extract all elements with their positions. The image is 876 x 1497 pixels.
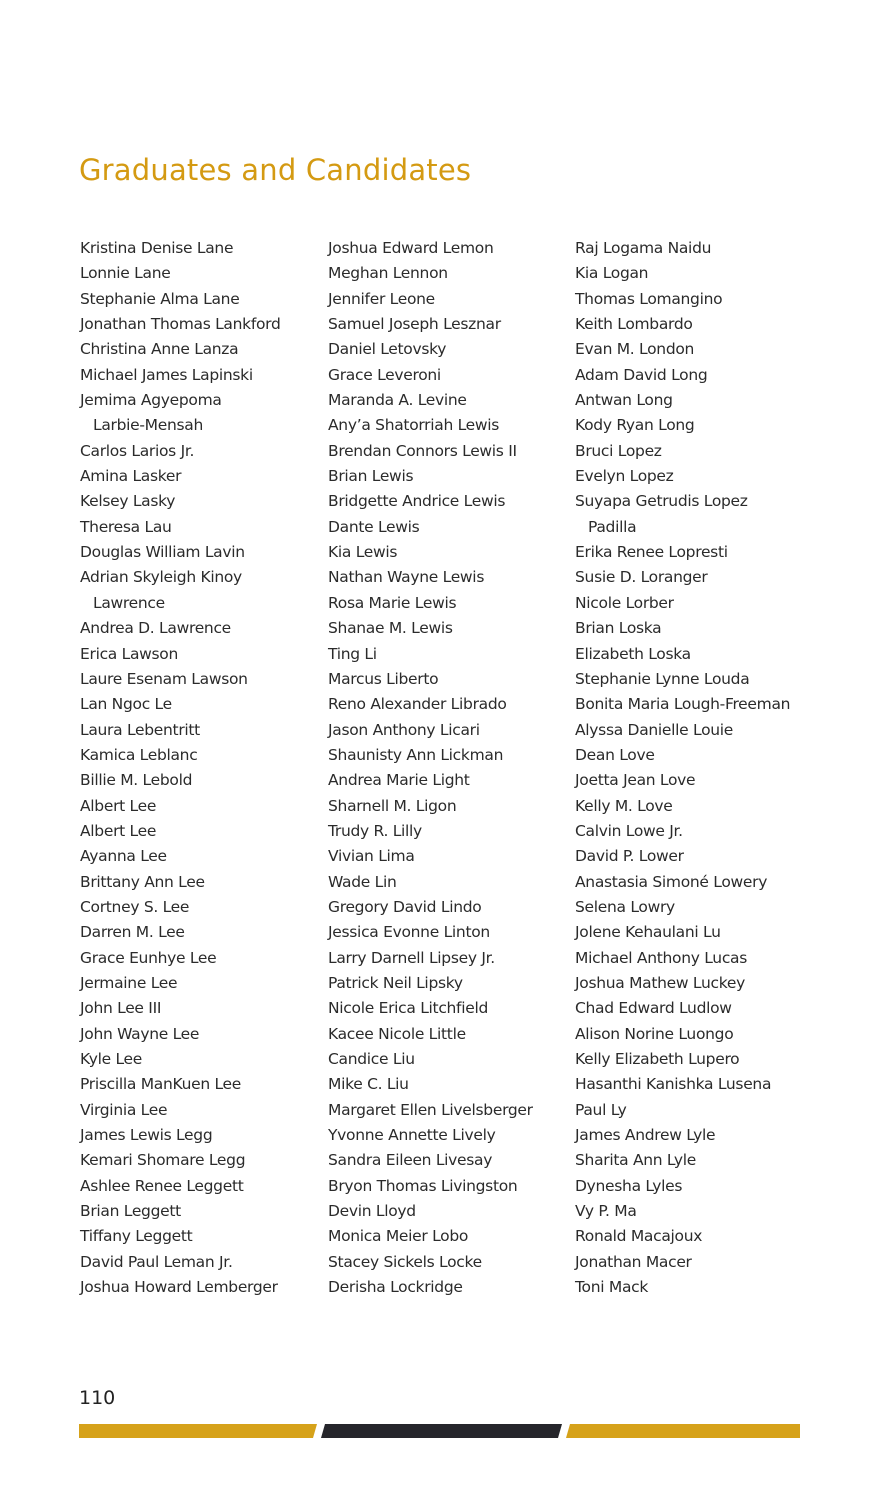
graduate-name-text: Lonnie Lane <box>80 264 171 283</box>
graduate-name-text: Kia Logan <box>575 264 649 283</box>
graduate-name-text: Michael Anthony Lucas <box>575 948 748 967</box>
graduate-name-text: Jonathan Macer <box>575 1252 692 1271</box>
graduate-name-text: Kody Ryan Long <box>575 416 695 435</box>
graduate-name-text: Theresa Lau <box>80 517 172 536</box>
graduate-name-text: Sharita Ann Lyle <box>575 1151 696 1170</box>
graduate-name <box>575 642 790 667</box>
graduate-name-text: Darren M. Lee <box>80 923 185 942</box>
graduate-name <box>328 337 533 362</box>
graduate-name <box>80 464 281 489</box>
graduate-name-text: Marcus Liberto <box>328 669 439 688</box>
graduate-name <box>575 718 790 743</box>
graduate-name <box>80 236 281 261</box>
graduate-name <box>80 692 281 717</box>
footer-bar-gold-right <box>566 1424 800 1438</box>
graduate-name <box>80 819 281 844</box>
graduate-name <box>575 489 790 540</box>
graduate-name-text: Douglas William Lavin <box>80 543 245 562</box>
graduate-name <box>80 768 281 793</box>
graduate-name-text: Meghan Lennon <box>328 264 448 283</box>
graduate-name <box>80 667 281 692</box>
graduate-name <box>328 1098 533 1123</box>
graduate-name <box>575 946 790 971</box>
graduate-name-text: Joshua Mathew Luckey <box>575 973 745 992</box>
graduate-name <box>575 667 790 692</box>
graduate-name <box>575 1123 790 1148</box>
graduate-name <box>575 287 790 312</box>
graduate-name-text: Priscilla ManKuen Lee <box>80 1075 242 1094</box>
graduate-name <box>328 515 533 540</box>
graduate-name-text: Bonita Maria Lough-Freeman <box>575 695 791 714</box>
graduate-name <box>575 844 790 869</box>
graduate-name-text: Raj Logama Naidu <box>575 239 712 257</box>
graduate-name-text: Antwan Long <box>575 391 673 410</box>
graduate-name <box>575 920 790 945</box>
graduate-name-text: Toni Mack <box>575 1278 649 1297</box>
graduate-name-text: Daniel Letovsky <box>328 340 447 359</box>
graduate-name <box>80 971 281 996</box>
graduate-name <box>575 971 790 996</box>
graduate-name <box>575 895 790 920</box>
graduate-name <box>328 667 533 692</box>
names-column-1 <box>80 236 281 1300</box>
graduate-name-text: Adrian Skyleigh Kinoy <box>80 568 242 587</box>
graduate-name <box>328 591 533 616</box>
graduate-name-text: Wade Lin <box>328 872 397 891</box>
graduate-name <box>328 540 533 565</box>
graduate-name <box>80 337 281 362</box>
graduate-name-text: Selena Lowry <box>575 897 675 916</box>
graduate-name <box>328 236 533 261</box>
graduate-name <box>575 743 790 768</box>
graduate-name-text: Brian Lewis <box>328 467 414 486</box>
graduate-name-text: Dean Love <box>575 745 655 764</box>
graduate-name <box>80 1123 281 1148</box>
graduate-name-text: Grace Leveroni <box>328 365 441 384</box>
graduate-name <box>575 1098 790 1123</box>
graduate-name <box>80 1224 281 1249</box>
graduate-name <box>80 312 281 337</box>
footer-bar-gold-left <box>79 1424 317 1438</box>
graduate-name <box>575 1224 790 1249</box>
graduate-name <box>575 1250 790 1275</box>
graduate-name <box>80 1275 281 1300</box>
graduate-name <box>575 540 790 565</box>
graduate-name-text: Mike C. Liu <box>328 1075 409 1094</box>
graduate-name <box>328 946 533 971</box>
graduate-name-text: David P. Lower <box>575 847 684 866</box>
graduate-name <box>328 768 533 793</box>
graduate-name-text: Jason Anthony Licari <box>328 720 480 739</box>
graduate-name <box>80 996 281 1021</box>
graduate-name-text: Laure Esenam Lawson <box>80 669 248 688</box>
graduate-name-text: Any’a Shatorriah Lewis <box>328 416 500 435</box>
graduate-name <box>328 1072 533 1097</box>
graduate-name <box>575 616 790 641</box>
graduate-name-text: Ting Li <box>328 644 377 663</box>
graduate-name <box>328 1199 533 1224</box>
graduate-name <box>80 565 281 616</box>
graduate-name <box>80 1199 281 1224</box>
graduate-name-text: Shaunisty Ann Lickman <box>328 745 504 764</box>
graduate-name-text: Kristina Denise Lane <box>80 239 234 257</box>
graduate-name-text: Anastasia Simoné Lowery <box>575 872 768 891</box>
graduate-name-text: Keith Lombardo <box>575 315 693 334</box>
names-column-3 <box>575 236 790 1300</box>
graduate-name <box>328 971 533 996</box>
graduate-name-text: Suyapa Getrudis Lopez <box>575 492 748 511</box>
graduate-name-text: Nicole Erica Litchfield <box>328 999 489 1018</box>
graduate-name-text: Candice Liu <box>328 1050 415 1068</box>
graduate-name-text: Kyle Lee <box>80 1050 143 1068</box>
graduate-name-text: Jonathan Thomas Lankford <box>80 315 281 334</box>
graduate-name <box>575 261 790 286</box>
graduate-name <box>328 439 533 464</box>
graduate-name <box>575 996 790 1021</box>
graduate-name-text: Larry Darnell Lipsey Jr. <box>328 948 495 967</box>
graduate-name <box>80 439 281 464</box>
graduate-name <box>80 1022 281 1047</box>
graduate-name-text: Andrea Marie Light <box>328 771 470 790</box>
graduate-name <box>328 1174 533 1199</box>
graduate-name <box>328 464 533 489</box>
graduate-name-text: Vivian Lima <box>328 847 415 866</box>
graduate-name-continuation: Larbie-Mensah <box>93 416 204 435</box>
graduate-name <box>328 616 533 641</box>
graduate-name-text: Samuel Joseph Lesznar <box>328 315 501 334</box>
graduate-name-text: Kamica Leblanc <box>80 745 198 764</box>
graduate-name-text: Bryon Thomas Livingston <box>328 1176 518 1195</box>
graduate-name <box>575 1174 790 1199</box>
graduate-name-text: Dynesha Lyles <box>575 1176 683 1195</box>
graduate-name <box>80 1072 281 1097</box>
graduate-name <box>575 692 790 717</box>
graduate-name <box>575 363 790 388</box>
graduate-name <box>80 920 281 945</box>
graduate-name-text: Stephanie Lynne Louda <box>575 669 750 688</box>
graduate-name-text: Jennifer Leone <box>328 289 435 308</box>
graduate-name-continuation: Padilla <box>588 517 637 536</box>
graduate-name-text: Tiffany Leggett <box>80 1227 193 1246</box>
graduate-name-text: Adam David Long <box>575 365 708 384</box>
graduate-name-text: Jermaine Lee <box>80 973 178 992</box>
graduate-name <box>80 616 281 641</box>
graduate-name <box>575 1275 790 1300</box>
graduate-name-text: Trudy R. Lilly <box>328 821 422 840</box>
graduate-name-text: Virginia Lee <box>80 1100 168 1119</box>
graduate-name-text: Kacee Nicole Little <box>328 1024 466 1043</box>
graduate-name <box>80 388 281 439</box>
graduate-name <box>328 565 533 590</box>
graduate-name-text: Albert Lee <box>80 821 157 840</box>
graduate-name-text: Chad Edward Ludlow <box>575 999 732 1018</box>
page-number: 110 <box>79 1387 116 1409</box>
graduate-name-text: Yvonne Annette Lively <box>328 1126 496 1145</box>
graduate-name <box>80 794 281 819</box>
graduate-name-text: Billie M. Lebold <box>80 771 193 790</box>
graduate-name <box>575 236 790 261</box>
graduate-name <box>575 768 790 793</box>
graduate-name-text: Kelly M. Love <box>575 796 673 815</box>
graduate-name-text: Carlos Larios Jr. <box>80 441 195 460</box>
graduate-name <box>328 870 533 895</box>
graduate-name <box>575 591 790 616</box>
graduate-name <box>575 312 790 337</box>
graduate-name <box>80 642 281 667</box>
graduate-name <box>80 287 281 312</box>
graduate-name-text: Ashlee Renee Leggett <box>80 1176 244 1195</box>
graduate-name <box>328 920 533 945</box>
graduate-name-text: Thomas Lomangino <box>575 289 723 308</box>
footer-bar <box>79 1424 800 1438</box>
graduate-name <box>328 1047 533 1072</box>
graduate-name <box>328 794 533 819</box>
graduate-name <box>328 642 533 667</box>
graduate-name <box>328 1022 533 1047</box>
graduate-name <box>575 1199 790 1224</box>
graduate-name <box>575 819 790 844</box>
graduate-name <box>80 743 281 768</box>
graduate-name-text: Brendan Connors Lewis II <box>328 441 517 460</box>
graduate-name-text: Ronald Macajoux <box>575 1227 703 1246</box>
graduate-name <box>328 287 533 312</box>
graduate-name-text: Alison Norine Luongo <box>575 1024 734 1043</box>
graduate-name-text: Stephanie Alma Lane <box>80 289 240 308</box>
graduate-name-text: David Paul Leman Jr. <box>80 1252 233 1271</box>
graduate-name <box>575 413 790 438</box>
graduate-name <box>328 743 533 768</box>
graduate-name-text: Bruci Lopez <box>575 441 662 460</box>
graduate-name <box>328 1275 533 1300</box>
graduate-name-text: Cortney S. Lee <box>80 897 190 916</box>
graduate-name <box>328 819 533 844</box>
graduate-name-text: Derisha Lockridge <box>328 1278 463 1297</box>
graduate-name-text: Albert Lee <box>80 796 157 815</box>
graduate-name-text: Lan Ngoc Le <box>80 695 172 714</box>
graduate-name <box>575 1148 790 1173</box>
graduate-name-text: Calvin Lowe Jr. <box>575 821 683 840</box>
graduate-name <box>80 718 281 743</box>
graduate-name-text: Rosa Marie Lewis <box>328 593 457 612</box>
graduate-name-text: Vy P. Ma <box>575 1202 637 1221</box>
graduate-name-text: Gregory David Lindo <box>328 897 482 916</box>
graduate-name-text: Margaret Ellen Livelsberger <box>328 1100 533 1119</box>
graduate-name <box>328 261 533 286</box>
graduate-name <box>80 870 281 895</box>
graduate-name-text: James Andrew Lyle <box>575 1126 716 1145</box>
graduate-name-text: Brian Leggett <box>80 1202 181 1221</box>
graduate-name <box>328 388 533 413</box>
graduate-name <box>80 844 281 869</box>
graduate-name-text: Joshua Edward Lemon <box>328 239 494 257</box>
graduate-name-text: Amina Lasker <box>80 467 182 486</box>
graduate-name-text: Kemari Shomare Legg <box>80 1151 246 1170</box>
graduate-name-continuation: Lawrence <box>93 593 165 612</box>
graduate-name <box>328 844 533 869</box>
graduate-name <box>575 1022 790 1047</box>
graduate-name-text: Brian Loska <box>575 619 662 638</box>
names-column-2 <box>328 236 533 1300</box>
graduate-name-text: Ayanna Lee <box>80 847 167 866</box>
graduate-name <box>575 565 790 590</box>
graduate-name-text: Jemima Agyepoma <box>80 391 222 410</box>
graduate-name-text: Grace Eunhye Lee <box>80 948 217 967</box>
graduate-name-text: Erica Lawson <box>80 644 179 663</box>
graduate-name-text: John Lee III <box>80 999 162 1018</box>
graduate-name-text: Maranda A. Levine <box>328 391 467 410</box>
graduate-name-text: Hasanthi Kanishka Lusena <box>575 1075 772 1094</box>
graduate-name-text: Jessica Evonne Linton <box>328 923 490 942</box>
graduate-name-text: Nathan Wayne Lewis <box>328 568 485 587</box>
graduate-name <box>80 1047 281 1072</box>
graduate-name-text: Alyssa Danielle Louie <box>575 720 734 739</box>
graduate-name <box>328 1250 533 1275</box>
graduate-name <box>575 439 790 464</box>
graduate-name <box>80 540 281 565</box>
graduate-name-text: Patrick Neil Lipsky <box>328 973 463 992</box>
graduate-name-text: Evan M. London <box>575 340 695 359</box>
graduate-name <box>328 1123 533 1148</box>
graduate-name-text: John Wayne Lee <box>80 1024 200 1043</box>
graduate-name-text: Elizabeth Loska <box>575 644 691 663</box>
graduate-name <box>328 413 533 438</box>
footer-bar-dark-middle <box>321 1424 562 1438</box>
graduate-name <box>328 692 533 717</box>
graduate-name <box>80 489 281 514</box>
graduate-name <box>575 1047 790 1072</box>
graduate-name-text: Reno Alexander Librado <box>328 695 507 714</box>
graduate-name <box>80 515 281 540</box>
graduate-name-text: Kelly Elizabeth Lupero <box>575 1050 740 1068</box>
graduate-name <box>328 895 533 920</box>
graduate-name-text: Susie D. Loranger <box>575 568 708 587</box>
graduate-name-text: Erika Renee Lopresti <box>575 543 728 562</box>
graduate-name-text: Kia Lewis <box>328 543 398 562</box>
page-title: Graduates and Candidates <box>79 153 472 187</box>
graduate-name <box>328 718 533 743</box>
graduate-name <box>328 489 533 514</box>
graduate-name-text: Paul Ly <box>575 1100 627 1119</box>
graduate-name <box>80 261 281 286</box>
graduate-name-text: Brittany Ann Lee <box>80 872 205 891</box>
graduate-name <box>328 1148 533 1173</box>
graduate-name-text: Christina Anne Lanza <box>80 340 239 359</box>
graduate-name-text: Michael James Lapinski <box>80 365 253 384</box>
graduate-name <box>80 1250 281 1275</box>
graduate-name <box>575 870 790 895</box>
graduate-name <box>575 464 790 489</box>
graduate-name-text: Jolene Kehaulani Lu <box>575 923 721 942</box>
graduate-name-text: Nicole Lorber <box>575 593 674 612</box>
graduate-name-text: Joetta Jean Love <box>575 771 696 790</box>
graduate-name <box>80 946 281 971</box>
graduate-name <box>80 1098 281 1123</box>
graduate-name <box>575 388 790 413</box>
graduate-name <box>80 1148 281 1173</box>
graduate-name <box>575 337 790 362</box>
graduate-name <box>328 1224 533 1249</box>
graduate-name <box>575 794 790 819</box>
graduate-name-text: Dante Lewis <box>328 517 420 536</box>
graduate-name <box>328 996 533 1021</box>
graduate-name-text: Shanae M. Lewis <box>328 619 453 638</box>
graduate-name-text: James Lewis Legg <box>80 1126 213 1145</box>
graduate-name-text: Devin Lloyd <box>328 1202 416 1221</box>
graduate-name-text: Evelyn Lopez <box>575 467 674 486</box>
graduate-name-text: Joshua Howard Lemberger <box>80 1278 278 1297</box>
graduate-name-text: Sharnell M. Ligon <box>328 796 457 815</box>
graduate-name <box>575 1072 790 1097</box>
graduate-name <box>328 312 533 337</box>
graduate-name <box>328 363 533 388</box>
graduate-name <box>80 895 281 920</box>
graduate-name <box>80 363 281 388</box>
graduate-name-text: Andrea D. Lawrence <box>80 619 231 638</box>
graduate-name-text: Stacey Sickels Locke <box>328 1252 482 1271</box>
graduate-name-text: Sandra Eileen Livesay <box>328 1151 493 1170</box>
graduate-name-text: Bridgette Andrice Lewis <box>328 492 506 511</box>
graduate-name-text: Laura Lebentritt <box>80 720 200 739</box>
graduate-name-text: Kelsey Lasky <box>80 492 176 511</box>
graduate-name <box>80 1174 281 1199</box>
graduate-name-text: Monica Meier Lobo <box>328 1227 469 1246</box>
